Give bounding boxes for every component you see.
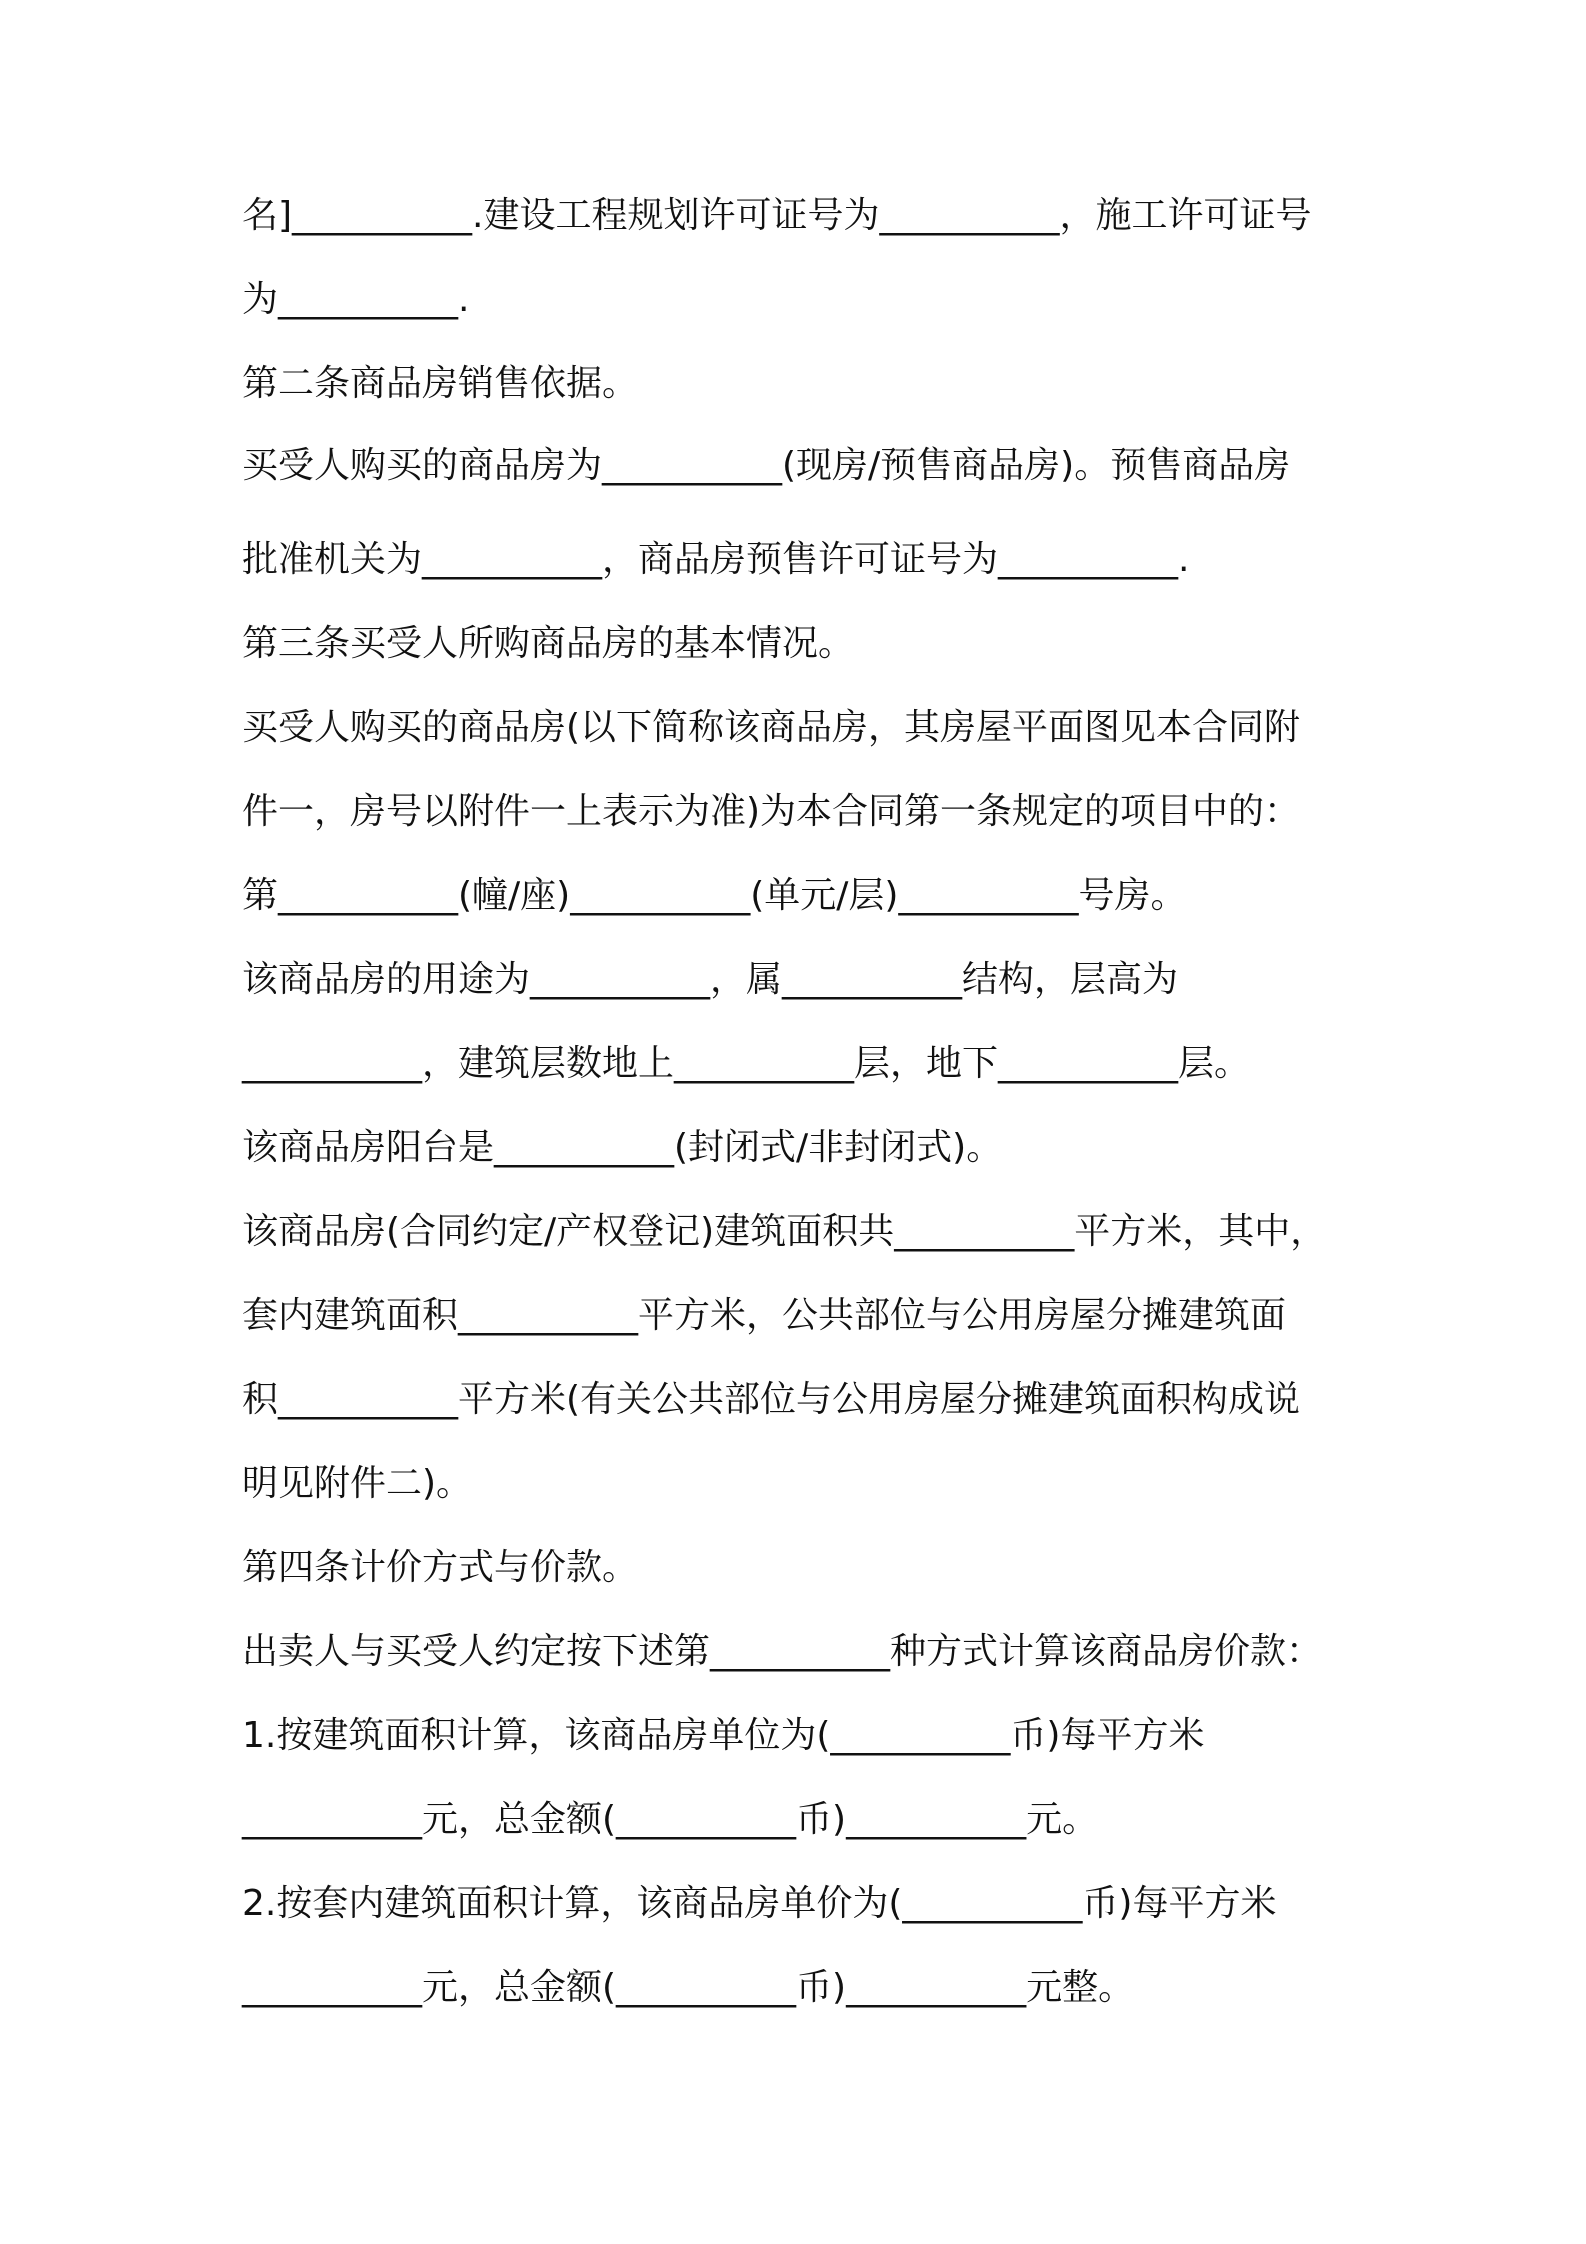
text-line: 第__________(幢/座)__________(单元/层)__________号房。 <box>242 875 1187 916</box>
text-line: 明见附件二)。 <box>242 1463 473 1504</box>
text-line: __________，建筑层数地上__________层，地下__________层。 <box>242 1043 1251 1084</box>
section-heading: 第四条计价方式与价款。 <box>242 1547 639 1588</box>
text-line: 件一，房号以附件一上表示为准)为本合同第一条规定的项目中的： <box>242 791 1301 832</box>
text-line: 批准机关为__________，商品房预售许可证号为__________. <box>242 539 1190 580</box>
text-line: 套内建筑面积__________平方米，公共部位与公用房屋分摊建筑面 <box>242 1295 1287 1336</box>
text-line: 2.按套内建筑面积计算，该商品房单价为(__________币)每平方米 <box>242 1883 1277 1924</box>
text-line: __________元，总金额(__________币)__________元。 <box>242 1799 1099 1840</box>
text-line: 该商品房(合同约定/产权登记)建筑面积共__________平方米，其中， <box>242 1211 1327 1252</box>
text-line: 该商品房阳台是__________(封闭式/非封闭式)。 <box>242 1127 1003 1168</box>
text-line: 买受人购买的商品房(以下简称该商品房，其房屋平面图见本合同附 <box>242 707 1301 748</box>
text-line: 名]__________.建设工程规划许可证号为__________，施工许可证号 <box>242 195 1312 236</box>
text-line: 该商品房的用途为__________，属__________结构，层高为 <box>242 959 1179 1000</box>
text-line: 为__________. <box>242 279 470 320</box>
section-heading: 第三条买受人所购商品房的基本情况。 <box>242 623 855 664</box>
section-heading: 第二条商品房销售依据。 <box>242 363 639 404</box>
text-line: __________元，总金额(__________币)__________元整。 <box>242 1967 1135 2008</box>
text-line: 积__________平方米(有关公共部位与公用房屋分摊建筑面积构成说 <box>242 1379 1301 1420</box>
text-line: 1.按建筑面积计算，该商品房单位为(__________币)每平方米 <box>242 1715 1205 1756</box>
text-line: 出卖人与买受人约定按下述第__________种方式计算该商品房价款： <box>242 1631 1323 1672</box>
text-line: 买受人购买的商品房为__________(现房/预售商品房)。预售商品房 <box>242 445 1291 486</box>
